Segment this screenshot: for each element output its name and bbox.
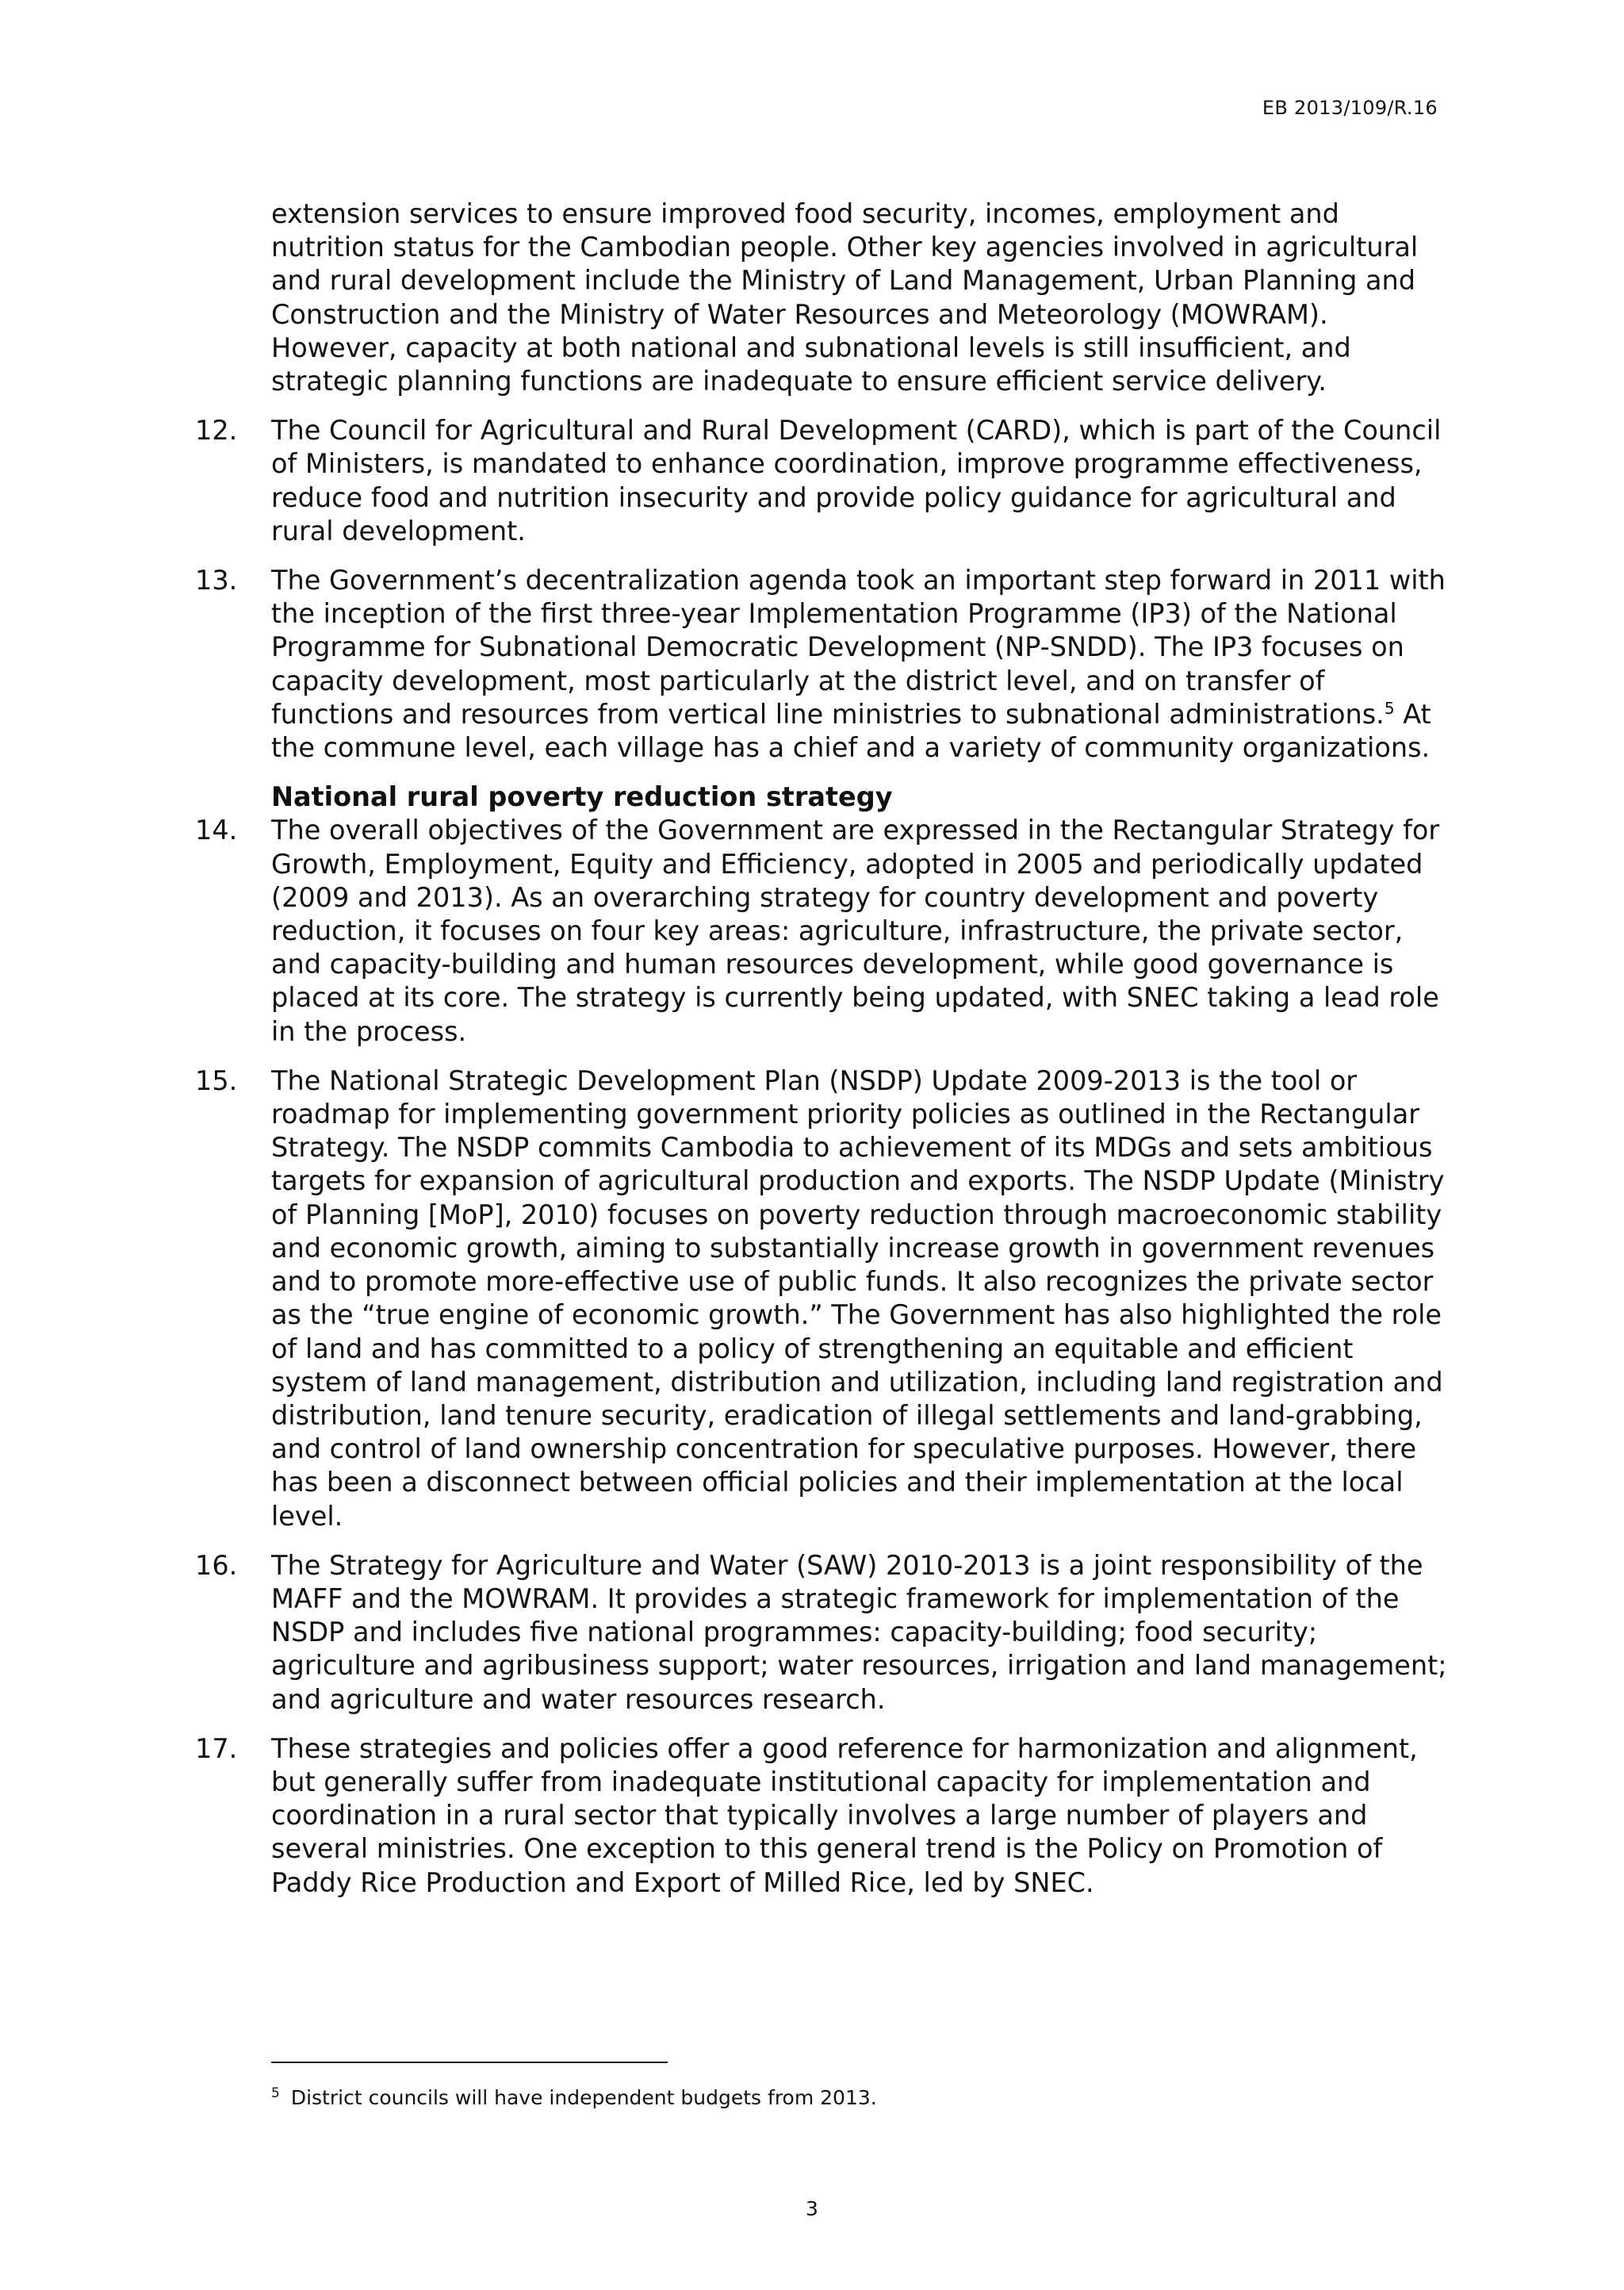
- document-reference: EB 2013/109/R.16: [1262, 97, 1438, 119]
- paragraph-text: The National Strategic Development Plan (NSDP) Update 2009-2013 is the tool or roadmap for implementing government priority policies as outlined in the Rectangular Strategy. The NSDP commits Cambodia to achievement of its MDGs and sets ambitious targets for expansion of agricultural production and exports. The NSDP Update (Ministry of Planning [MoP], 2010) focuses on poverty reduction through macroeconomic stability and economic growth, aiming to substantially increase growth in government revenues and to promote more-effective use of public funds. It also recognizes the private sector as the “true engine of economic growth.” The Government has also highlighted the role of land and has committed to a policy of strengthening an equitable and efficient system of land management, distribution and utilization, including land registration and distribution, land tenure security, eradication of illegal settlements and land-grabbing, and control of land ownership concentration for speculative purposes. However, there has been a disconnect between official policies and their implementation at the local level.: [271, 1064, 1445, 1532]
- paragraph-number: 15.: [195, 1064, 238, 1096]
- paragraph-11-continued: extension services to ensure improved food security, incomes, employment and nutrition status for the Cambodian people. Other key agencies involved in agricultural and rural development include the Ministry of Land Management, Urban Planning and Construction and the Ministry of Water Resources and Meteorology (MOWRAM). However, capacity at both national and subnational levels is still insufficient, and strategic planning functions are inadequate to ensure efficient service delivery.: [271, 198, 1419, 397]
- paragraph-number: 13.: [195, 565, 238, 596]
- paragraph-number: 14.: [195, 815, 238, 846]
- paragraph-text: The Council for Agricultural and Rural Development (CARD), which is part of the Council of Ministers, is mandated to enhance coordination, improve programme effectiveness, reduce food and nutrition insecurity and provide policy guidance for agricultural and rural development.: [271, 415, 1442, 547]
- document-body: [195, 198, 1450, 1916]
- footnote-marker: 5: [271, 2085, 280, 2101]
- paragraph-number: 12.: [195, 415, 238, 447]
- paragraph-16: [195, 1549, 1450, 1717]
- paragraph-13: [195, 564, 1450, 765]
- paragraph-17: [195, 1732, 1450, 1900]
- paragraph-12: [195, 414, 1450, 548]
- footnote-text: District councils will have independent budgets from 2013.: [290, 2086, 877, 2109]
- paragraph-15: [195, 1064, 1450, 1533]
- footnote-divider: [271, 2062, 668, 2063]
- paragraph-number: 17.: [195, 1732, 238, 1764]
- paragraph-number: 16.: [195, 1549, 238, 1581]
- paragraph-text: The overall objectives of the Government are expressed in the Rectangular Strategy for Growth, Employment, Equity and Efficiency, adopted in 2005 and periodically updated (2009 and 2013). As an overarching strategy for country development and poverty reduction, it focuses on four key areas: agriculture, infrastructure, the private sector, and capacity-building and human resources development, while good governance is placed at its core. The strategy is currently being updated, with SNEC taking a lead role in the process.: [271, 815, 1440, 1047]
- section-heading: National rural poverty reduction strategy: [271, 781, 893, 813]
- paragraph-text: These strategies and policies offer a good reference for harmonization and alignment, but generally suffer from inadequate institutional capacity for implementation and coordination in a rural sector that typically involves a large number of players and several ministries. One exception to this general trend is the Policy on Promotion of Paddy Rice Production and Export of Milled Rice, led by SNEC.: [271, 1732, 1418, 1898]
- footnote-reference[interactable]: 5: [1384, 698, 1395, 718]
- paragraph-14: [195, 814, 1450, 1048]
- paragraph-text: The Government’s decentralization agenda took an important step forward in 2011 with the inception of the first three-year Implementation Programme (IP3) of the National Programme for Subnational Democratic Development (NP-SNDD). The IP3 focuses on capacity development, most particularly at the district level, and on transfer of functions and resources from vertical line ministries to subnational administrations.: [271, 565, 1446, 730]
- footnote: [271, 2086, 877, 2110]
- paragraph-text-continued: At the commune level, each village has a chief and a variety of community organizations.: [271, 698, 1431, 764]
- paragraph-text: The Strategy for Agriculture and Water (SAW) 2010-2013 is a joint responsibility of the MAFF and the MOWRAM. It provides a strategic framework for implementation of the NSDP and includes five national programmes: capacity-building; food security; agriculture and agribusiness support; water resources, irrigation and land management; and agriculture and water resources research.: [271, 1549, 1447, 1715]
- page-number: 3: [806, 2197, 818, 2220]
